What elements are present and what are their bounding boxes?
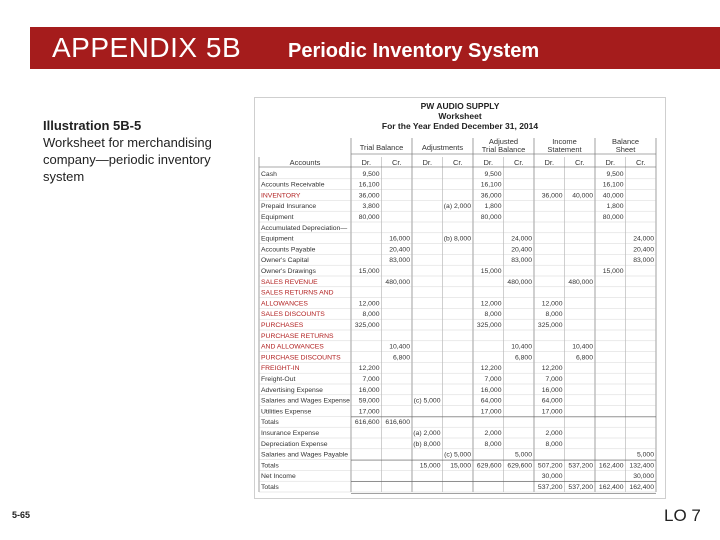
learning-objective: LO 7 — [664, 506, 701, 525]
worksheet-cell: 10,400 — [511, 343, 532, 351]
cr-label: Cr. — [452, 158, 463, 167]
worksheet-cell: 537,200 — [568, 484, 593, 491]
worksheet-cell: 83,000 — [389, 257, 410, 265]
worksheet-cell: 40,000 — [602, 192, 624, 200]
worksheet-cell: 325,000 — [537, 322, 563, 329]
illustration-description: Worksheet for merchandising company—periodic inventory system — [43, 135, 212, 184]
worksheet-cell: 24,000 — [633, 235, 654, 243]
worksheet-cell: 7,000 — [362, 376, 380, 383]
worksheet-cell: 5,000 — [636, 451, 654, 459]
account-name: PURCHASE DISCOUNTS — [261, 354, 341, 362]
account-name: Utilities Expense — [261, 408, 312, 416]
worksheet-cell: (c) 5,000 — [413, 397, 441, 405]
page-number: 5-65 — [12, 510, 31, 520]
worksheet-image — [254, 97, 666, 499]
worksheet-cell: 8,000 — [545, 311, 563, 319]
worksheet-cell: 8,000 — [484, 440, 502, 448]
worksheet-cell: 6,800 — [575, 354, 593, 362]
worksheet-cell: 8,000 — [362, 311, 380, 319]
worksheet-cell: 16,100 — [480, 181, 502, 189]
account-name: Accounts Payable — [261, 246, 316, 254]
worksheet-cell: 616,600 — [385, 419, 410, 427]
worksheet-cell: 12,200 — [358, 365, 380, 373]
account-name: Equipment — [261, 235, 294, 243]
income-statement-header: Income Statement — [547, 137, 582, 154]
account-name: SALES RETURNS AND — [261, 289, 334, 297]
account-name: Owner's Drawings — [261, 268, 316, 275]
worksheet-cell: 8,000 — [484, 311, 502, 319]
worksheet-cell: 20,400 — [389, 246, 410, 254]
worksheet-cell: 2,000 — [545, 430, 563, 437]
worksheet-cell: 16,000 — [480, 386, 502, 394]
worksheet-cell: 83,000 — [511, 257, 532, 265]
worksheet-cell: 10,400 — [572, 343, 593, 351]
worksheet-cell: 30,000 — [633, 473, 654, 481]
account-name: Accounts Receivable — [261, 181, 325, 189]
worksheet-cell: 480,000 — [385, 278, 410, 286]
worksheet-cell: 3,800 — [362, 203, 380, 211]
worksheet-cell: 36,000 — [358, 192, 380, 200]
cr-label: Cr. — [391, 158, 402, 167]
worksheet-cell: 9,500 — [484, 170, 502, 178]
account-name: Owner's Capital — [261, 257, 309, 265]
worksheet-cell: 1,800 — [484, 203, 502, 211]
worksheet-cell: 20,400 — [511, 246, 532, 254]
worksheet-title: Worksheet — [438, 111, 482, 121]
worksheet-cell: 132,400 — [629, 462, 654, 470]
account-name: Equipment — [261, 214, 294, 221]
worksheet-cell: (a) 2,000 — [413, 430, 441, 437]
worksheet-cell: 7,000 — [484, 376, 502, 383]
adjusted-trial-balance-header: Adjusted Trial Balance — [481, 137, 526, 154]
worksheet-cell: 80,000 — [602, 214, 624, 221]
worksheet-cell: 16,000 — [541, 386, 563, 394]
worksheet-cell: 59,000 — [358, 397, 380, 405]
worksheet-cell: 17,000 — [541, 408, 563, 416]
trial-balance-header: Trial Balance — [359, 143, 404, 152]
account-name: INVENTORY — [261, 192, 301, 200]
worksheet-cell: 629,600 — [507, 462, 532, 470]
worksheet-cell: 325,000 — [354, 322, 380, 329]
worksheet-cell: 17,000 — [480, 408, 502, 416]
worksheet-cell: 162,400 — [598, 462, 624, 470]
worksheet-cell: 64,000 — [541, 397, 563, 405]
account-name: Salaries and Wages Expense — [261, 397, 350, 405]
worksheet-cell: 15,000 — [358, 268, 380, 275]
worksheet-cell: 6,800 — [392, 354, 410, 362]
worksheet-company: PW AUDIO SUPPLY — [420, 101, 500, 111]
worksheet-cell: 20,400 — [633, 246, 654, 254]
worksheet-cell: 537,200 — [568, 462, 593, 470]
account-name: SALES DISCOUNTS — [261, 311, 325, 319]
worksheet-cell: 16,100 — [358, 181, 380, 189]
worksheet-cell: 12,200 — [480, 365, 502, 373]
cr-label: Cr. — [635, 158, 646, 167]
title-banner — [30, 27, 720, 69]
dr-label: Dr. — [483, 158, 494, 167]
worksheet-cell: 36,000 — [480, 192, 502, 200]
worksheet-cell: 9,500 — [606, 170, 624, 178]
worksheet-cell: 15,000 — [419, 462, 441, 470]
worksheet-cell: 15,000 — [602, 268, 624, 275]
worksheet-cell: 16,000 — [389, 235, 410, 243]
worksheet-cell: 5,000 — [514, 451, 532, 459]
worksheet-cell: 80,000 — [480, 214, 502, 221]
account-name: Freight-Out — [261, 376, 296, 383]
worksheet-cell: 9,500 — [362, 170, 380, 178]
account-name: Accumulated Depreciation— — [261, 224, 348, 232]
account-name: Insurance Expense — [261, 430, 320, 437]
worksheet-table — [255, 98, 665, 498]
account-name: Salaries and Wages Payable — [261, 451, 349, 459]
balance-sheet-header: Balance Sheet — [611, 137, 640, 154]
accounts-header: Accounts — [289, 158, 321, 167]
worksheet-cell: 24,000 — [511, 235, 532, 243]
cr-label: Cr. — [513, 158, 524, 167]
worksheet-cell: 507,200 — [537, 462, 563, 470]
account-name: AND ALLOWANCES — [261, 343, 324, 351]
worksheet-cell: 162,400 — [598, 484, 624, 491]
account-name: Prepaid Insurance — [261, 203, 317, 211]
account-name: FREIGHT-IN — [261, 365, 300, 373]
worksheet-cell: 480,000 — [568, 278, 593, 286]
worksheet-cell: 10,400 — [389, 343, 410, 351]
account-name: Totals — [261, 419, 279, 427]
worksheet-cell: (c) 5,000 — [444, 451, 471, 459]
dr-label: Dr. — [544, 158, 555, 167]
worksheet-cell: 16,000 — [358, 386, 380, 394]
worksheet-cell: 12,000 — [541, 300, 563, 308]
worksheet-cell: 30,000 — [541, 473, 563, 481]
dr-label: Dr. — [422, 158, 433, 167]
account-name: PURCHASE RETURNS — [261, 332, 334, 340]
worksheet-cell: 1,800 — [606, 203, 624, 211]
worksheet-cell: 15,000 — [480, 268, 502, 275]
dr-label: Dr. — [361, 158, 372, 167]
worksheet-cell: (a) 2,000 — [443, 203, 471, 211]
account-name: Cash — [261, 170, 277, 178]
appendix-title: APPENDIX 5B — [52, 32, 242, 63]
worksheet-cell: 162,400 — [629, 484, 654, 491]
slide-subtitle: Periodic Inventory System — [288, 40, 540, 62]
account-name: Totals — [261, 462, 279, 470]
worksheet-cell: (b) 8,000 — [413, 440, 441, 448]
worksheet-cell: 12,000 — [480, 300, 502, 308]
worksheet-cell: 2,000 — [484, 430, 502, 437]
account-name: Totals — [261, 484, 279, 491]
worksheet-cell: 480,000 — [507, 278, 532, 286]
worksheet-cell: (b) 8,000 — [443, 235, 471, 243]
worksheet-cell: 64,000 — [480, 397, 502, 405]
dr-label: Dr. — [605, 158, 616, 167]
worksheet-cell: 80,000 — [358, 214, 380, 221]
worksheet-cell: 537,200 — [537, 484, 563, 491]
account-name: Depreciation Expense — [261, 440, 328, 448]
worksheet-period: For the Year Ended December 31, 2014 — [381, 121, 539, 131]
worksheet-cell: 36,000 — [541, 192, 563, 200]
account-name: SALES REVENUE — [261, 278, 318, 286]
worksheet-cell: 629,600 — [476, 462, 502, 470]
worksheet-cell: 83,000 — [633, 257, 654, 265]
worksheet-cell: 325,000 — [476, 322, 502, 329]
cr-label: Cr. — [574, 158, 585, 167]
worksheet-cell: 8,000 — [545, 440, 563, 448]
worksheet-cell: 12,200 — [541, 365, 563, 373]
adjustments-header: Adjustments — [421, 143, 464, 152]
account-name: PURCHASES — [261, 322, 304, 329]
worksheet-cell: 15,000 — [450, 462, 471, 470]
worksheet-cell: 17,000 — [358, 408, 380, 416]
worksheet-cell: 12,000 — [358, 300, 380, 308]
illustration-label: Illustration 5B-5 — [43, 118, 142, 133]
worksheet-cell: 7,000 — [545, 376, 563, 383]
worksheet-cell: 6,800 — [514, 354, 532, 362]
worksheet-cell: 616,600 — [354, 419, 380, 427]
account-name: ALLOWANCES — [261, 300, 308, 308]
worksheet-cell: 16,100 — [602, 181, 624, 189]
worksheet-cell: 40,000 — [572, 192, 593, 200]
account-name: Advertising Expense — [261, 386, 323, 394]
account-name: Net Income — [261, 473, 296, 481]
illustration-caption — [43, 117, 243, 185]
